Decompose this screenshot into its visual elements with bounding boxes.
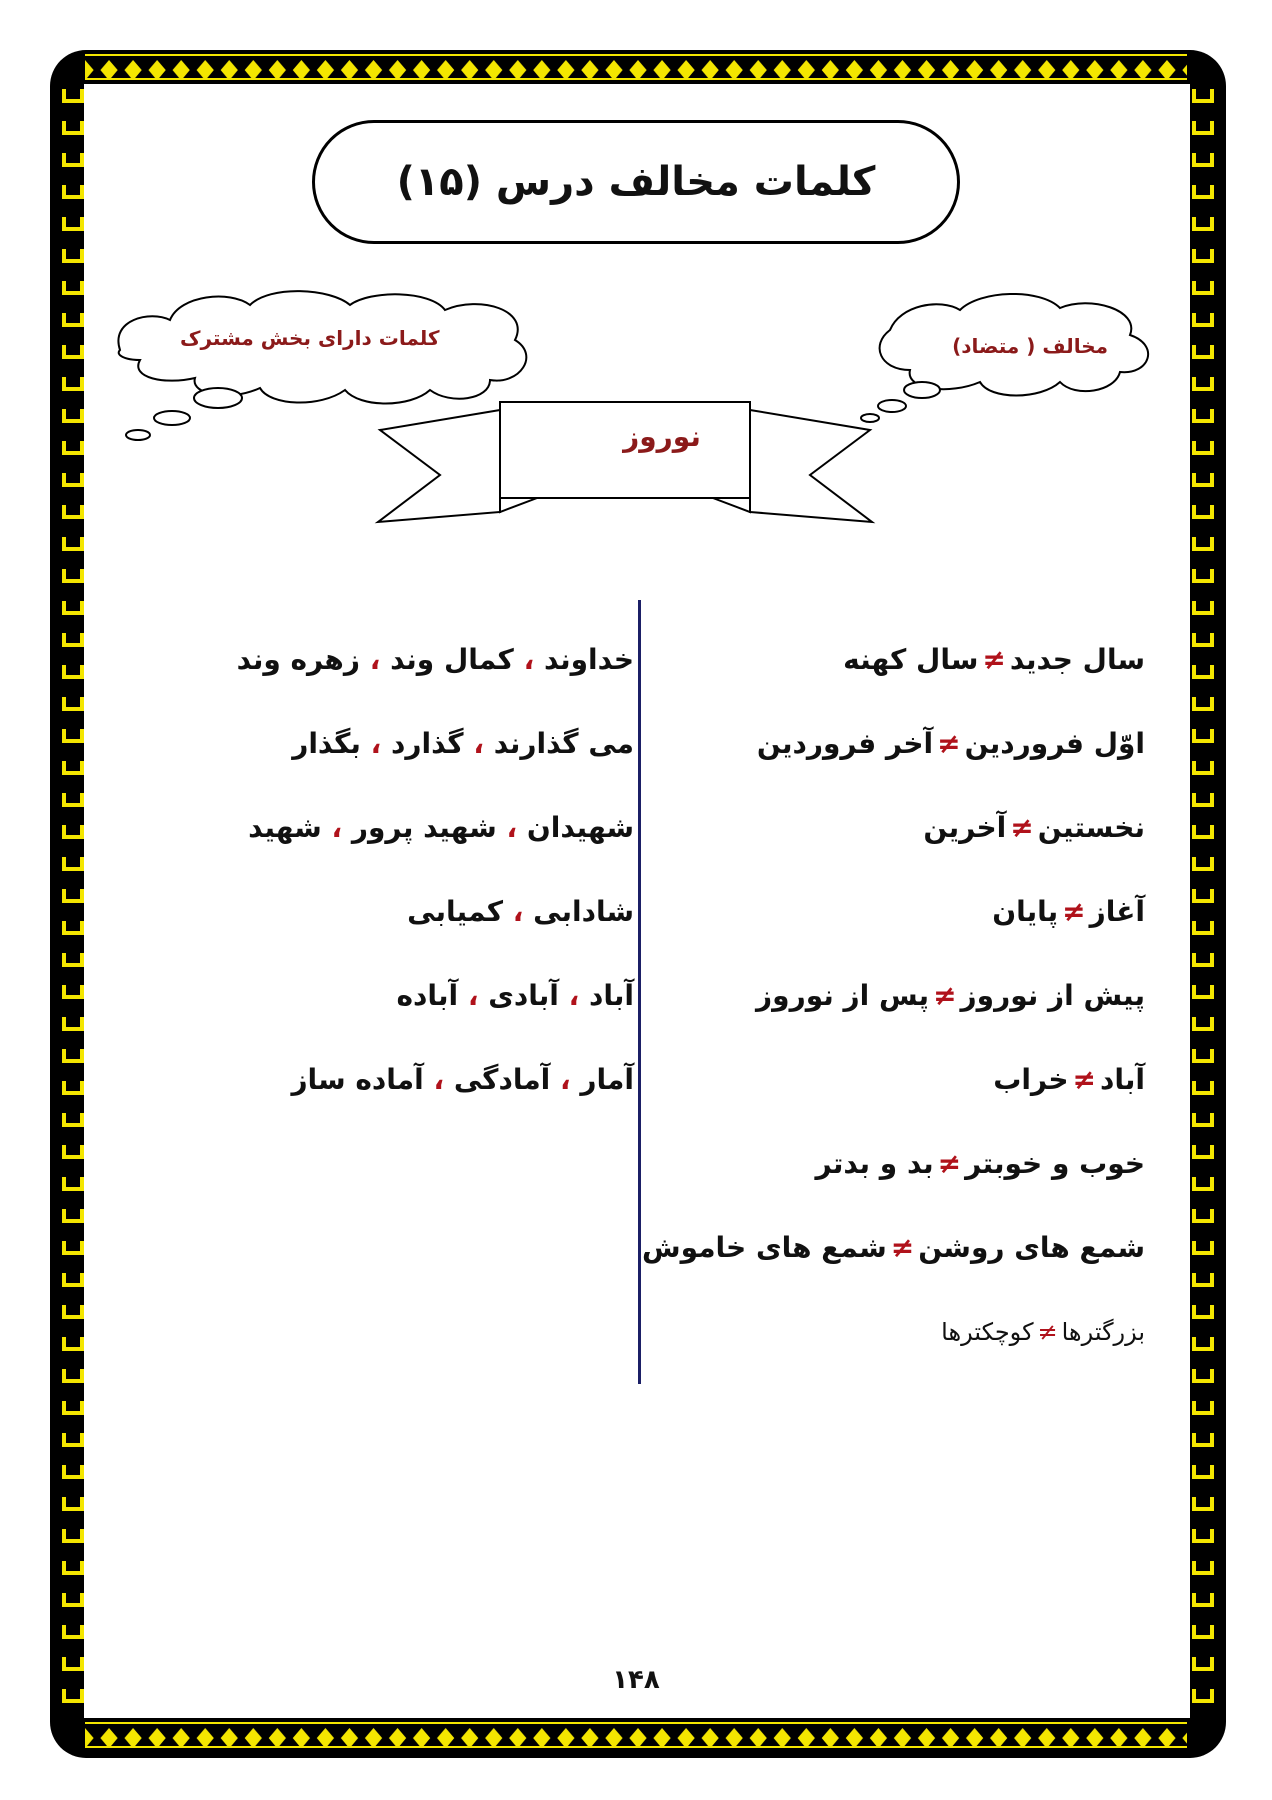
not-equal-sign: ≠: [937, 727, 961, 760]
list-item: [204, 640, 634, 724]
not-equal-sign: ≠: [982, 643, 1006, 676]
word-b: سال کهنه: [843, 643, 979, 676]
word-a: آباد: [1100, 1063, 1145, 1096]
not-equal-sign: ≠: [1062, 895, 1086, 928]
word-a: آغاز: [1089, 895, 1145, 928]
word-a: نخستین: [1037, 811, 1145, 844]
list-item: [645, 808, 1145, 892]
list-item: [645, 976, 1145, 1060]
word: آماده ساز: [291, 1063, 424, 1096]
word-b: آخر فروردین: [756, 727, 934, 760]
comma: ،: [512, 895, 524, 928]
word-a: خوب و خوبتر: [965, 1147, 1145, 1180]
banner-label: نوروز: [623, 420, 701, 453]
word: شهید: [248, 811, 322, 844]
list-item: [645, 1060, 1145, 1144]
cloud-right-label: مخالف ( متضاد): [952, 334, 1108, 358]
border-pattern-right: [1192, 85, 1214, 1715]
not-equal-sign: ≠: [1010, 811, 1034, 844]
word: آباده: [396, 979, 459, 1012]
comma: ،: [369, 643, 381, 676]
word: آمادگی: [453, 1063, 551, 1096]
comma: ،: [506, 811, 518, 844]
not-equal-sign: ≠: [1072, 1063, 1096, 1096]
comma: ،: [473, 727, 484, 760]
border-pattern-left: [62, 85, 84, 1715]
word-b: آخرین: [923, 811, 1007, 844]
list-item: [645, 1312, 1145, 1396]
header-illustration: [110, 290, 1170, 540]
ribbon-left-tail: [378, 410, 500, 522]
word: کمال وند: [390, 643, 514, 676]
word: شهید پرور: [351, 811, 497, 844]
word-b: پایان: [992, 895, 1059, 928]
page-title: کلمات مخالف درس (۱۵): [396, 159, 876, 205]
word: شادابی: [533, 895, 634, 928]
page-number: ۱۴۸: [612, 1665, 660, 1695]
not-equal-sign: ≠: [890, 1231, 915, 1264]
shared-words-list: [204, 640, 634, 1144]
word: می گذارند: [493, 727, 634, 760]
word-a: شمع های روشن: [918, 1231, 1145, 1264]
border-pattern-top: [85, 54, 1187, 80]
comma: ،: [523, 643, 535, 676]
word: آبادی: [488, 979, 559, 1012]
title-box: [312, 120, 960, 244]
not-equal-sign: ≠: [933, 979, 957, 1012]
word: آباد: [589, 979, 634, 1012]
list-item: [204, 808, 634, 892]
not-equal-sign: ≠: [1037, 1318, 1058, 1346]
list-item: [204, 1060, 634, 1144]
word-b: پس از نوروز: [756, 979, 930, 1012]
word: بگذار: [292, 727, 361, 760]
comma: ،: [331, 811, 343, 844]
list-item: [204, 976, 634, 1060]
list-item: [204, 892, 634, 976]
list-item: [204, 724, 634, 808]
cloud-left-label: کلمات دارای بخش مشترک: [180, 326, 440, 350]
list-item: [645, 640, 1145, 724]
word-b: خراب: [993, 1063, 1069, 1096]
word-a: بزرگترها: [1061, 1318, 1145, 1346]
list-item: [645, 1144, 1145, 1228]
word-a: اوّل فروردین: [964, 727, 1145, 760]
word-b: شمع های خاموش: [642, 1231, 887, 1264]
word-a: پیش از نوروز: [960, 979, 1145, 1012]
word-a: سال جدید: [1009, 643, 1145, 676]
comma: ،: [370, 727, 382, 760]
comma: ،: [560, 1063, 571, 1096]
word: شهیدان: [526, 811, 634, 844]
word-b: کوچکترها: [941, 1318, 1034, 1346]
word: گذارد: [391, 727, 464, 760]
comma: ،: [467, 979, 479, 1012]
column-divider: [638, 600, 641, 1384]
word-b: بد و بدتر: [815, 1147, 934, 1180]
list-item: [645, 892, 1145, 976]
ribbon-right-tail: [750, 410, 872, 522]
list-item: [642, 1228, 1145, 1312]
comma: ،: [433, 1063, 445, 1096]
not-equal-sign: ≠: [937, 1147, 962, 1180]
word: آمار: [580, 1063, 634, 1096]
opposites-list: [642, 640, 1145, 1396]
comma: ،: [568, 979, 580, 1012]
border-pattern-bottom: [85, 1722, 1187, 1748]
word: کمیابی: [407, 895, 503, 928]
word: زهره وند: [236, 643, 360, 676]
word: خداوند: [543, 643, 634, 676]
list-item: [645, 724, 1145, 808]
